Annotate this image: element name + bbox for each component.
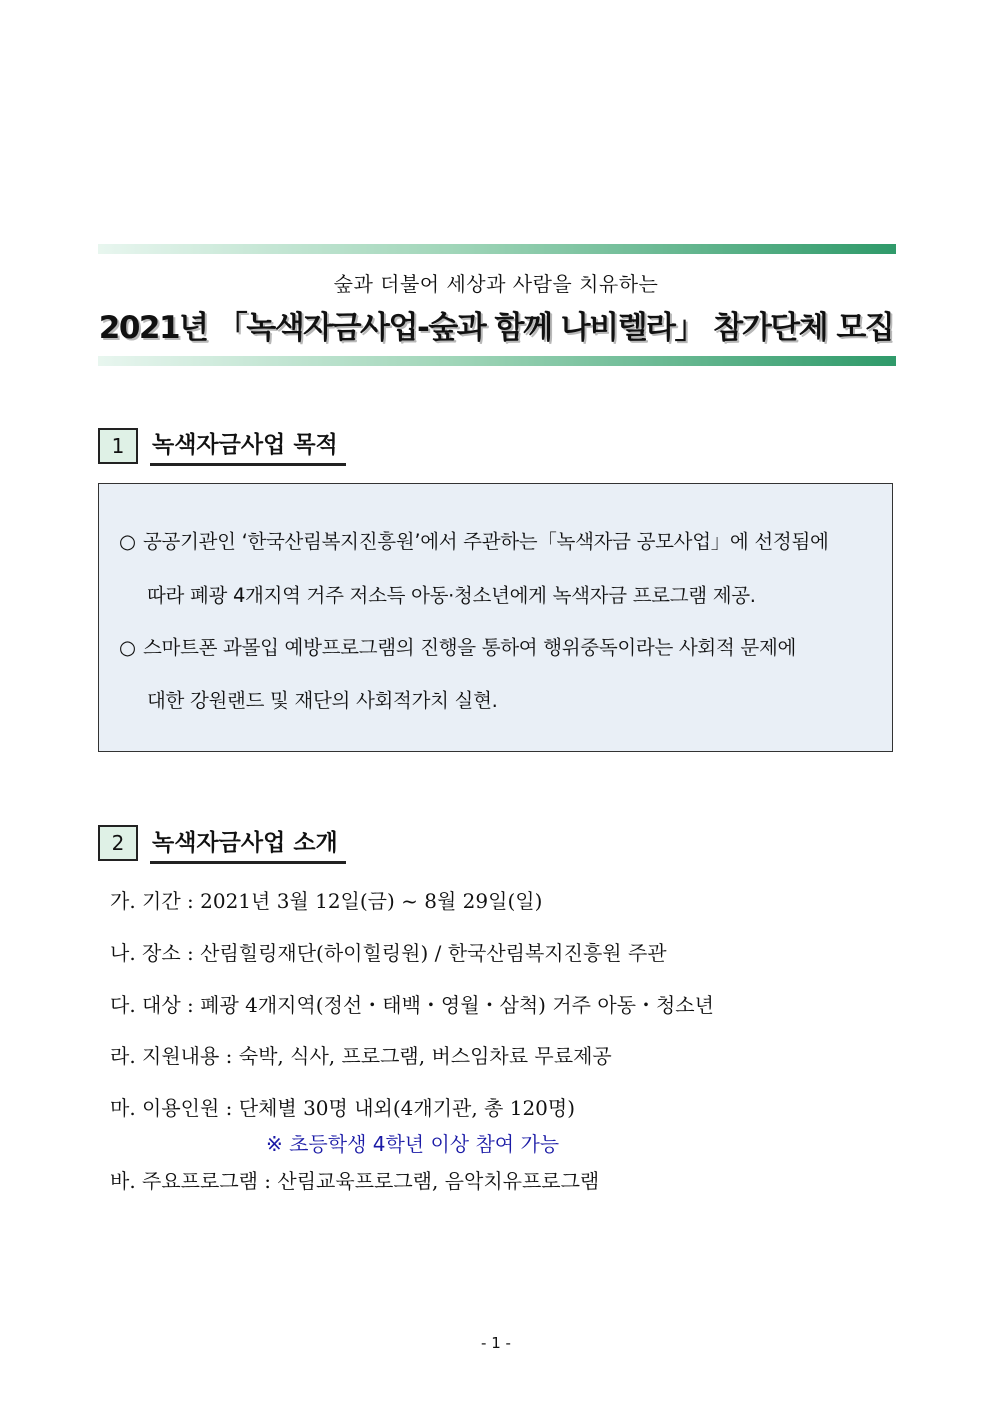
circle-bullet-icon: ○ — [119, 530, 136, 553]
section-2-number: 2 — [98, 825, 138, 861]
doc-title: 2021년 「녹색자금사업-숲과 함께 나비렐라」 참가단체 모집 — [98, 310, 894, 346]
page-number: - 1 - — [481, 1334, 511, 1352]
section-1-title: 녹색자금사업 목적 — [150, 426, 346, 466]
capacity-note: ※ 초등학생 4학년 이상 참여 가능 — [266, 1132, 560, 1156]
intro-item-support: 라. 지원내용 : 숙박, 식사, 프로그램, 버스임차료 무료제공 — [110, 1044, 612, 1068]
intro-item-place: 나. 장소 : 산림힐링재단(하이힐링원) / 한국산림복지진흥원 주관 — [110, 941, 667, 965]
intro-item-programs: 바. 주요프로그램 : 산림교육프로그램, 음악치유프로그램 — [110, 1169, 600, 1193]
purpose-box — [98, 483, 893, 752]
purpose-item-2-cont: 대한 강원랜드 및 재단의 사회적가치 실현. — [147, 689, 498, 712]
header-bottom-bar — [98, 356, 896, 366]
section-2-title: 녹색자금사업 소개 — [150, 824, 346, 864]
intro-item-target: 다. 대상 : 폐광 4개지역(정선・태백・영월・삼척) 거주 아동・청소년 — [110, 993, 714, 1017]
circle-bullet-icon: ○ — [119, 636, 136, 659]
header-top-bar — [98, 244, 896, 254]
intro-item-period: 가. 기간 : 2021년 3월 12일(금) ~ 8월 29일(일) — [110, 889, 543, 913]
section-1-number: 1 — [98, 428, 138, 464]
purpose-item-2-line1: 스마트폰 과몰입 예방프로그램의 진행을 통하여 행위중독이라는 사회적 문제에 — [143, 636, 797, 659]
purpose-item-2 — [119, 632, 796, 660]
intro-item-capacity: 마. 이용인원 : 단체별 30명 내외(4개기관, 총 120명) — [110, 1096, 576, 1120]
purpose-item-1-cont: 따라 폐광 4개지역 거주 저소득 아동·청소년에게 녹색자금 프로그램 제공. — [147, 584, 756, 607]
purpose-item-1-line1: 공공기관인 ‘한국산림복지진흥원’에서 주관하는「녹색자금 공모사업」에 선정됨에 — [143, 530, 829, 553]
purpose-item-1 — [119, 526, 829, 554]
doc-subtitle: 숲과 더불어 세상과 사람을 치유하는 — [333, 272, 659, 296]
